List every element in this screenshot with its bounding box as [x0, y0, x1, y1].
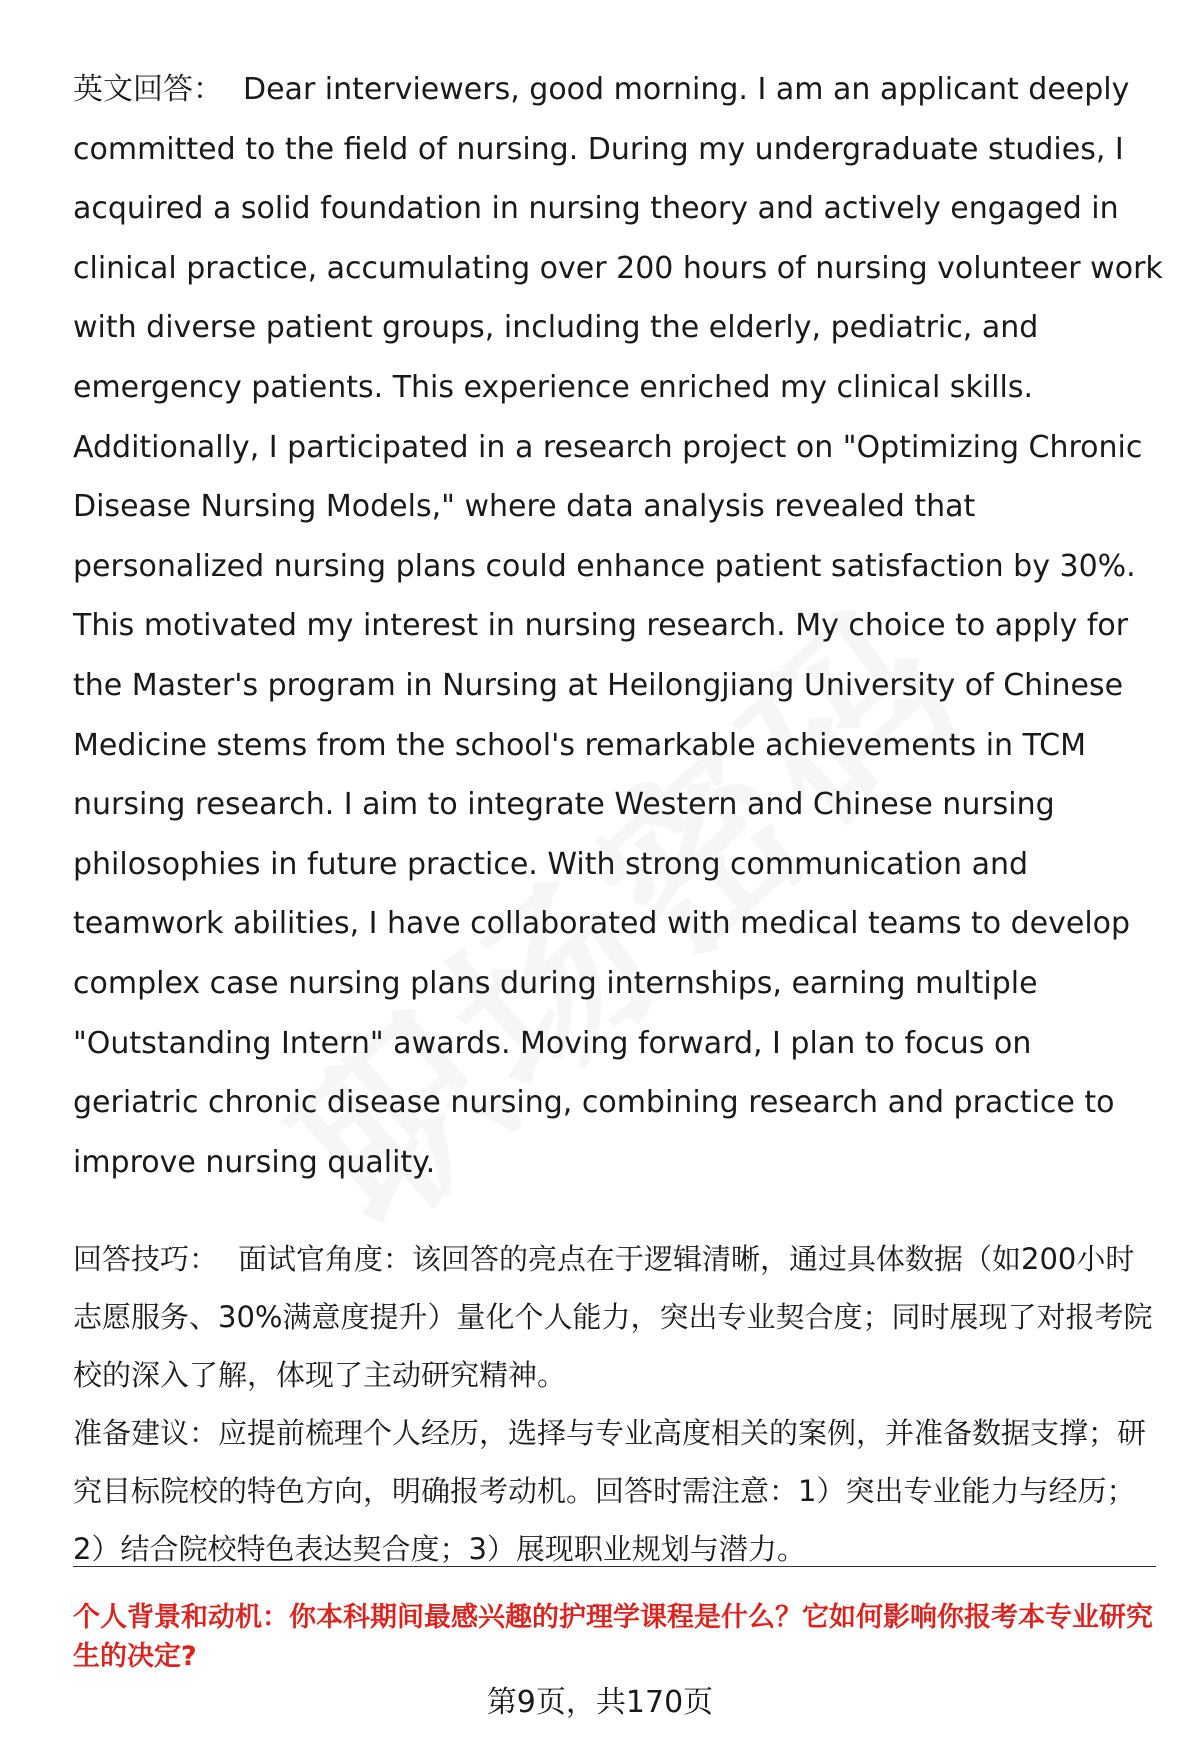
- page-number-footer: 第9页，共170页: [486, 1685, 714, 1720]
- answer-tips-text: 面试官角度：该回答的亮点在于逻辑清晰，通过具体数据（如200小时志愿服务、30%满意度提升）量化个人能力，突出专业契合度；同时展现了对报考院校的深入了解，体现了主动研究精神。: [73, 1242, 1153, 1393]
- answer-tips-paragraph: [73, 1230, 1163, 1404]
- answer-tips-label: 回答技巧：: [73, 1242, 219, 1277]
- english-answer-label: 英文回答：: [73, 72, 223, 107]
- page-content: [73, 60, 1163, 1578]
- next-question-heading: 个人背景和动机：你本科期间最感兴趣的护理学课程是什么？它如何影响你报考本专业研究生的决定?: [73, 1602, 1153, 1672]
- english-answer-paragraph: [73, 60, 1163, 1192]
- preparation-advice-paragraph: 准备建议：应提前梳理个人经历，选择与专业高度相关的案例，并准备数据支撑；研究目标院校的特色方向，明确报考动机。回答时需注意：1）突出专业能力与经历；2）结合院校特色表达契合度；3）展现职业规划与潜力。: [73, 1416, 1147, 1567]
- tips-section: [73, 1230, 1163, 1578]
- english-answer-text: Dear interviewers, good morning. I am an applicant deeply committed to the field of nursing. During my undergraduate studies, I acquired a solid foundation in nursing theory and actively engaged in clinical practice, accumulating over 200 hours of nursing volunteer work with diverse patient groups, including the elderly, pediatric, and emergency patients. This experience enriched my clinical skills. Additionally, I participated in a research project on "Optimizing Chronic Disease Nursing Models," where data analysis revealed that personalized nursing plans could enhance patient satisfaction by 30%. This motivated my interest in nursing research. My choice to apply for the Master's program in Nursing at Heilongjiang University of Chinese Medicine stems from the school's remarkable achievements in TCM nursing research. I aim to integrate Western and Chinese nursing philosophies in future practice. With strong communication and teamwork abilities, I have collaborated with medical teams to develop complex case nursing plans during internships, earning multiple "Outstanding Intern" awards. Moving forward, I plan to focus on geriatric chronic disease nursing, combining research and practice to improve nursing quality.: [73, 72, 1163, 1180]
